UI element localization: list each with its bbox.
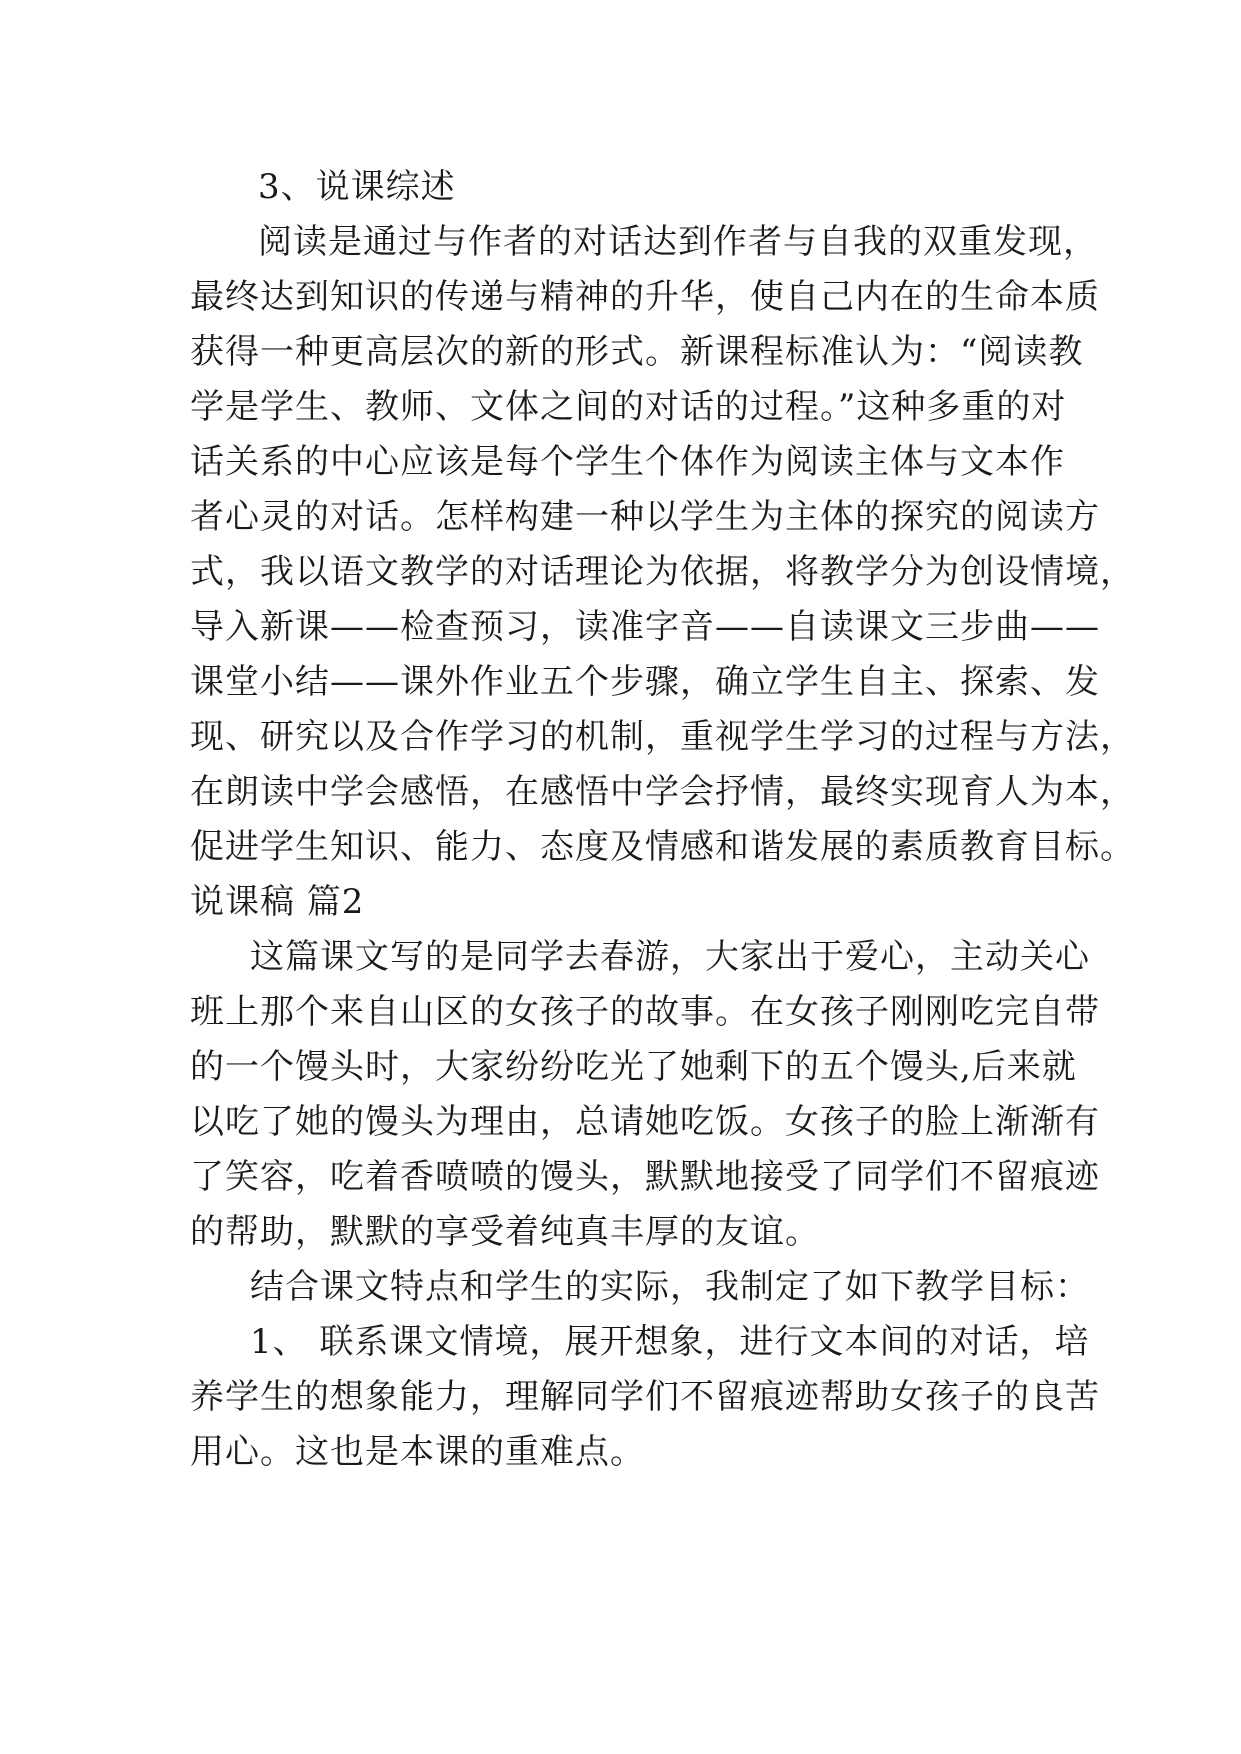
text-line: 最终达到知识的传递与精神的升华，使自己内在的生命本质 <box>190 277 1100 317</box>
paragraph-teaching-goals-intro <box>190 1260 1090 1315</box>
text-line: 式，我以语文教学的对话理论为依据，将教学分为创设情境， <box>190 552 1135 592</box>
text-line: 获得一种更高层次的新的形式。新课程标准认为：“阅读教 <box>190 332 1084 372</box>
text-line: 课堂小结——课外作业五个步骤，确立学生自主、探索、发 <box>190 662 1100 702</box>
text-line: 话关系的中心应该是每个学生个体作为阅读主体与文本作 <box>190 442 1065 482</box>
text-line: 学是学生、教师、文体之间的对话的过程。”这种多重的对 <box>190 387 1067 427</box>
document-body <box>190 160 1135 1480</box>
text-line: 者心灵的对话。怎样构建一种以学生为主体的探究的阅读方 <box>190 497 1100 537</box>
text-line: 促进学生知识、能力、态度及情感和谐发展的素质教育目标。 <box>190 827 1135 867</box>
text-line: 这篇课文写的是同学去春游，大家出于爱心，主动关心 <box>250 937 1090 977</box>
text-line: 了笑容，吃着香喷喷的馒头，默默地接受了同学们不留痕迹 <box>190 1157 1100 1197</box>
text-line: 的一个馒头时，大家纷纷吃光了她剩下的五个馒头,后来就 <box>190 1047 1077 1087</box>
paragraph-goal-1 <box>190 1315 1100 1480</box>
text-line: 阅读是通过与作者的对话达到作者与自我的双重发现， <box>258 222 1098 262</box>
text-line: 在朗读中学会感悟，在感悟中学会抒情，最终实现育人为本， <box>190 772 1135 812</box>
section-heading: 3、说课综述 <box>258 167 456 207</box>
text-line: 用心。这也是本课的重难点。 <box>190 1432 645 1472</box>
text-line: 1、 联系课文情境，展开想象，进行文本间的对话，培 <box>250 1322 1090 1362</box>
text-line: 导入新课——检查预习，读准字音——自读课文三步曲—— <box>190 607 1100 647</box>
text-line: 现、研究以及合作学习的机制，重视学生学习的过程与方法， <box>190 717 1135 757</box>
paragraph-reading-overview <box>190 215 1135 875</box>
text-line: 养学生的想象能力，理解同学们不留痕迹帮助女孩子的良苦 <box>190 1377 1100 1417</box>
text-line: 的帮助，默默的享受着纯真丰厚的友谊。 <box>190 1212 820 1252</box>
text-line: 以吃了她的馒头为理由，总请她吃饭。女孩子的脸上渐渐有 <box>190 1102 1100 1142</box>
text-line: 班上那个来自山区的女孩子的故事。在女孩子刚刚吃完自带 <box>190 992 1100 1032</box>
lesson-title: 说课稿 篇2 <box>190 882 365 922</box>
text-line: 结合课文特点和学生的实际，我制定了如下教学目标： <box>250 1267 1090 1307</box>
paragraph-story-summary <box>190 930 1100 1260</box>
